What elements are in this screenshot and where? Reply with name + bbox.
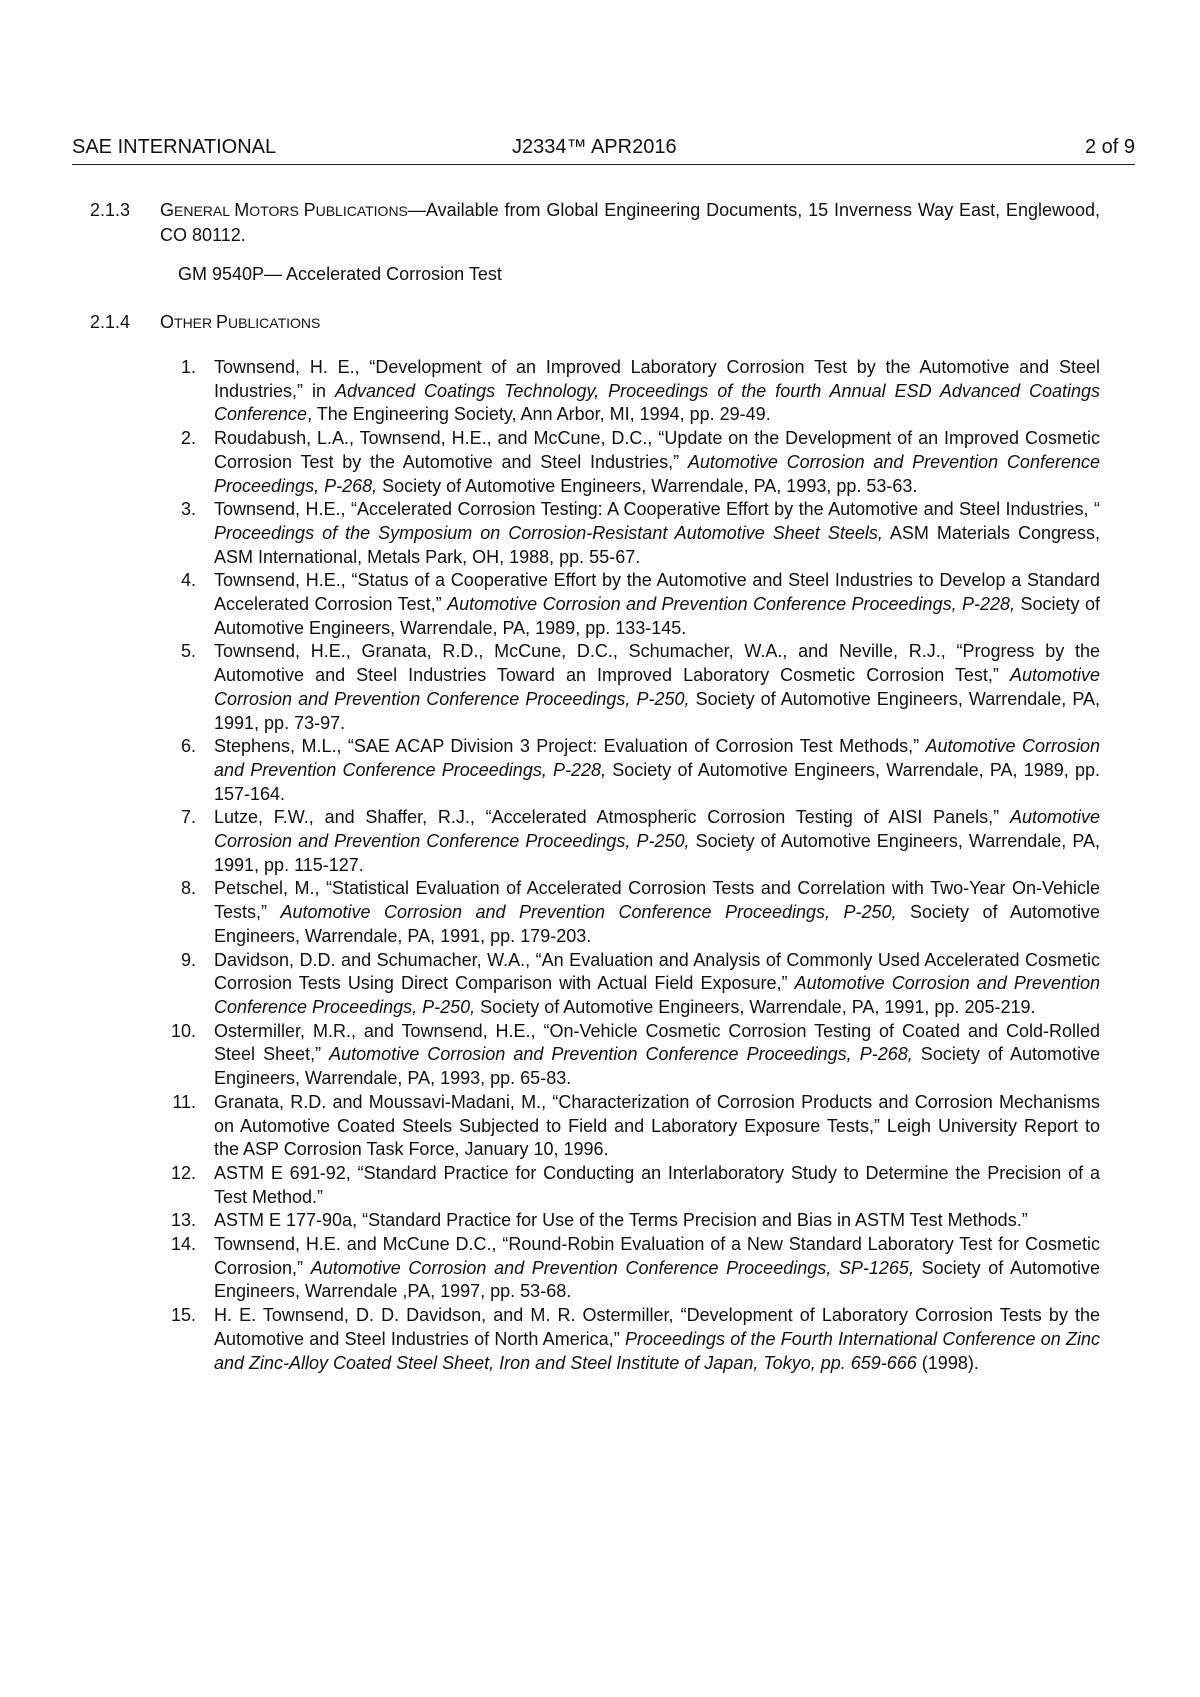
reference-item [160,640,1100,735]
reference-item [160,356,1100,427]
reference-italic-title: Automotive Corrosion and Prevention Conference Proceedings, P-228, [447,594,1016,615]
reference-segment: Davidson, D.D. and Schumacher, W.A., “An Evaluation and Analysis of Commonly Used Accelerated Cosmetic Corrosion Tests Using Direct Comparison with Actual Field Exposure,” [214,949,1100,994]
reference-item [160,569,1100,640]
reference-number: 13. [170,1210,196,1231]
reference-italic-title: Automotive Corrosion and Prevention Conference Proceedings, P-250, [280,902,897,923]
reference-list [160,356,1100,1375]
reference-italic-title: Automotive Corrosion and Prevention Conference Proceedings, P-250, [214,665,1100,709]
section-text [160,198,1100,247]
reference-italic-title: Automotive Corrosion and Prevention Conference Proceedings, SP-1265, [310,1257,914,1278]
reference-text [214,357,1100,424]
reference-segment: H. E. Townsend, D. D. Davidson, and M. R. Ostermiller, “Development of Laboratory Corrosion Tests by the Automotive and Steel Industries of North America,” [214,1305,1100,1349]
reference-item [160,1233,1100,1304]
reference-item [160,1304,1100,1375]
reference-number: 2. [180,428,196,449]
reference-number: 6. [180,736,196,757]
reference-segment: Granata, R.D. and Moussavi-Madani, M., “Characterization of Corrosion Products and Corrosion Mechanisms on Automotive Coated Steels Subjected to Field and Laboratory Exposure Tests,” Leigh University Report to the ASP Corrosion Task Force, January 10, 1996. [214,1091,1100,1160]
reference-segment: Townsend, H.E., Granata, R.D., McCune, D.C., Schumacher, W.A., and Neville, R.J., “Progress by the Automotive and Steel Industries Toward an Improved Laboratory Cosmetic Corrosion Test,” [214,641,1100,686]
section-title: GENERAL MOTORS PUBLICATIONS [160,200,408,220]
reference-italic-title: Advanced Coatings Technology, Proceedings of the fourth Annual ESD Advanced Coatings Conference [214,380,1100,425]
reference-text [214,878,1100,945]
reference-italic-title: Automotive Corrosion and Prevention Conference Proceedings, P-268, [329,1044,913,1065]
reference-segment: Society of Automotive Engineers, Warrendale ,PA, 1997, pp. 53-68. [214,1257,1101,1302]
reference-item [160,806,1100,877]
reference-italic-title: Automotive Corrosion and Prevention Conference Proceedings, P-250, [214,807,1100,852]
reference-segment: Society of Automotive Engineers, Warrendale, PA, 1993, pp. 53-63. [377,475,918,496]
reference-segment: Society of Automotive Engineers, Warrendale, PA, 1991, pp. 73-97. [214,688,1100,733]
reference-number: 11. [172,1091,196,1112]
reference-number: 5. [180,641,196,662]
reference-number: 14. [170,1234,196,1255]
reference-text [214,499,1100,566]
reference-number: 12. [170,1162,196,1183]
section-number: 2.1.3 [90,200,131,220]
reference-text [214,1305,1100,1372]
reference-text [214,1163,1100,1207]
reference-item [160,498,1100,569]
reference-text [214,950,1100,1017]
reference-italic-title: Proceedings of the Fourth International Conference on Zinc and Zinc-Alloy Coated Steel Sheet, Iron and Steel Institute of Japan, Tokyo, pp. 659-666 [214,1328,1100,1373]
section-2-1-4 [90,310,1100,335]
reference-text [214,1021,1100,1088]
reference-italic-title: Proceedings of the Symposium on Corrosion-Resistant Automotive Sheet Steels, [214,522,883,543]
page-header [72,136,1135,165]
gm-publication-item: GM 9540P— Accelerated Corrosion Test [178,264,502,284]
reference-segment: Society of Automotive Engineers, Warrendale, PA, 1991, pp. 179-203. [214,902,1100,946]
reference-number: 1. [180,357,196,377]
reference-text [214,807,1100,874]
reference-text [214,428,1100,495]
reference-item [160,1091,1100,1162]
reference-number: 10. [170,1020,196,1041]
reference-segment: Townsend, H.E. and McCune D.C., “Round-Robin Evaluation of a New Standard Laboratory Test for Cosmetic Corrosion,” [214,1234,1100,1278]
reference-segment: Petschel, M., “Statistical Evaluation of Accelerated Corrosion Tests and Correlation with Two-Year On-Vehicle Tests,” [214,878,1100,923]
reference-text [214,641,1100,732]
section-2-1-3 [90,198,1100,247]
reference-text [214,1234,1100,1301]
header-page-number: 2 of 9 [1084,136,1135,158]
reference-item [160,735,1100,806]
reference-segment: ASTM E 691-92, “Standard Practice for Conducting an Interlaboratory Study to Determine the Precision of a Test Method.” [214,1162,1100,1207]
reference-italic-title: Automotive Corrosion and Prevention Conference Proceedings, P-250, [214,973,1100,1017]
reference-segment: Society of Automotive Engineers, Warrendale, PA, 1989, pp. 157-164. [214,759,1100,804]
reference-item [160,1209,1100,1233]
reference-segment: Society of Automotive Engineers, Warrendale, PA, 1991, pp. 115-127. [214,831,1100,875]
reference-segment: ASM Materials Congress, ASM International, Metals Park, OH, 1988, pp. 55-67. [214,522,1101,567]
reference-segment: Stephens, M.L., “SAE ACAP Division 3 Project: Evaluation of Corrosion Test Methods,” [214,736,926,757]
reference-segment: Ostermiller, M.R., and Townsend, H.E., “On-Vehicle Cosmetic Corrosion Testing of Coated and Cold-Rolled Steel Sheet,” [214,1020,1100,1065]
reference-number: 3. [180,499,196,520]
reference-item [160,1162,1100,1209]
reference-italic-title: Automotive Corrosion and Prevention Conference Proceedings, P-268, [214,451,1100,496]
reference-item [160,427,1100,498]
reference-segment: Roudabush, L.A., Townsend, H.E., and McCune, D.C., “Update on the Development of an Improved Cosmetic Corrosion Test by the Automotive and Steel Industries,” [214,428,1100,472]
header-standard-id: J2334™ APR2016 [512,136,677,158]
reference-segment: Society of Automotive Engineers, Warrendale, PA, 1991, pp. 205-219. [475,996,1036,1017]
reference-segment: (1998). [916,1352,979,1373]
section-body: —Available from Global Engineering Documents, 15 Inverness Way East, Englewood, CO 80112. [160,200,1101,245]
reference-item [160,877,1100,948]
reference-item [160,949,1100,1020]
reference-segment: Townsend, H. E., “Development of an Improved Laboratory Corrosion Test by the Automotive and Steel Industries,” in [214,357,1100,401]
reference-segment: ASTM E 177-90a, “Standard Practice for Use of the Terms Precision and Bias in ASTM Test Methods.” [214,1210,1028,1231]
reference-segment: Townsend, H.E., “Accelerated Corrosion Testing: A Cooperative Effort by the Automotive and Steel Industries, “ [214,499,1100,520]
reference-segment: Lutze, F.W., and Shaffer, R.J., “Accelerated Atmospheric Corrosion Testing of AISI Panels,” [214,807,1010,828]
reference-segment: Society of Automotive Engineers, Warrendale, PA, 1989, pp. 133-145. [214,594,1100,638]
reference-italic-title: Automotive Corrosion and Prevention Conference Proceedings, P-228, [214,736,1100,780]
header-publisher: SAE INTERNATIONAL [72,136,277,158]
reference-segment: Society of Automotive Engineers, Warrendale, PA, 1993, pp. 65-83. [214,1044,1100,1089]
reference-segment: Townsend, H.E., “Status of a Cooperative Effort by the Automotive and Steel Industries to Develop a Standard Accelerated Corrosion Test,” [214,570,1100,615]
reference-text [214,570,1100,637]
reference-text [214,1210,1028,1230]
reference-segment: , The Engineering Society, Ann Arbor, MI, 1994, pp. 29-49. [307,404,771,425]
section-title: OTHER PUBLICATIONS [160,312,321,332]
reference-number: 15. [170,1305,196,1326]
reference-number: 9. [180,949,196,970]
reference-number: 4. [180,570,196,591]
reference-number: 7. [180,807,196,828]
reference-item [160,1020,1100,1091]
reference-text [214,736,1100,803]
reference-text [214,1092,1100,1159]
reference-number: 8. [180,878,196,899]
section-number: 2.1.4 [90,312,131,332]
